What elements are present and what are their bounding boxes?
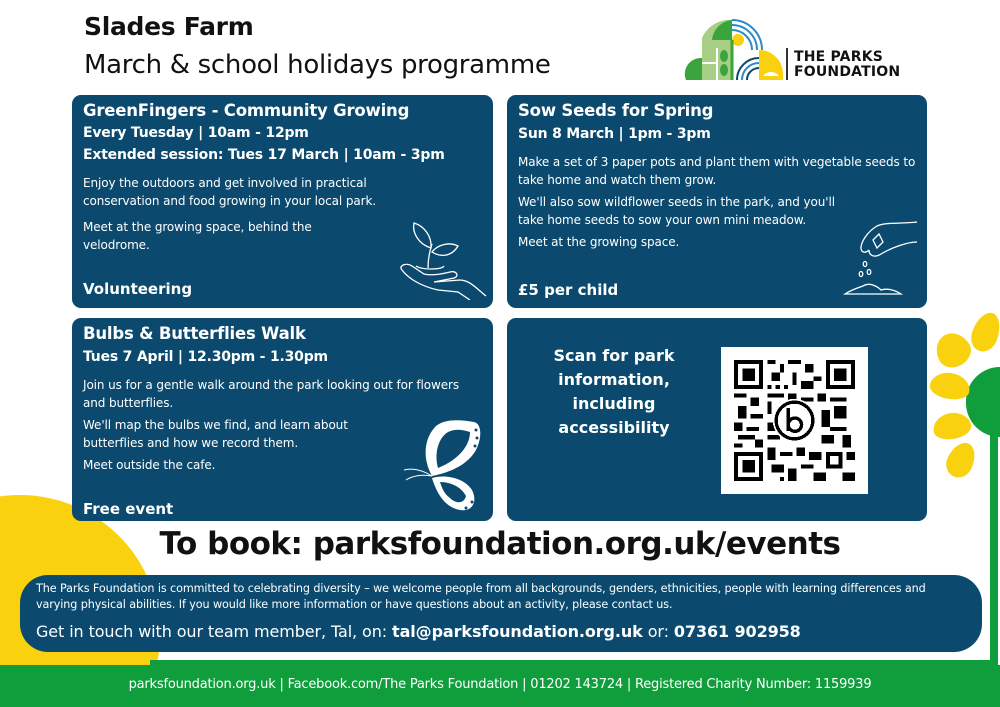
event-description: Join us for a gentle walk around the park looking out for flowers and butterflies. [83, 378, 459, 410]
event-description: Enjoy the outdoors and get involved in practical conservation and food growing in your local park. [83, 176, 377, 208]
page-subtitle: March & school holidays programme [84, 50, 551, 80]
contact-email[interactable]: tal@parksfoundation.org.uk [392, 622, 643, 641]
yellow-petal-decoration [931, 410, 973, 442]
contact-prefix: Get in touch with our team member, Tal, on: [36, 622, 393, 641]
contact-phone[interactable]: 07361 902958 [673, 622, 801, 641]
qr-code[interactable] [721, 347, 868, 494]
scan-instructions: Scan for park information, including accessibility [553, 346, 675, 437]
booking-url[interactable]: To book: parksfoundation.org.uk/events [159, 526, 841, 562]
event-title: Bulbs & Butterflies Walk [83, 324, 306, 343]
event-location: Meet at the growing space. [518, 235, 680, 249]
event-description: Make a set of 3 paper pots and plant them with vegetable seeds to take home and watch them grow. [518, 155, 916, 187]
event-schedule: Sun 8 March | 1pm - 3pm [518, 126, 711, 142]
event-card-bulbs-butterflies [72, 318, 493, 521]
qr-code-icon [734, 360, 855, 481]
yellow-petal-decoration [967, 309, 1000, 355]
diversity-statement: The Parks Foundation is committed to celebrating diversity – we welcome people from all backgrounds, genders, ethnicities, people with learning differences and varying physical abilities. If you would like more information or have questions about an activity, please contact us. [36, 582, 926, 611]
event-card-greenfingers [72, 95, 493, 308]
scan-card [507, 318, 927, 521]
contact-panel [20, 575, 982, 652]
event-location: Meet at the growing space, behind the velodrome. [83, 220, 312, 252]
yellow-petal-decoration [930, 327, 976, 373]
event-schedule: Tues 7 April | 12.30pm - 1.30pm [83, 349, 328, 365]
event-price: Volunteering [83, 280, 193, 298]
logo-text-line1: THE PARKS [794, 49, 884, 65]
hand-sowing-seeds-icon [841, 220, 921, 305]
event-price: Free event [83, 500, 174, 518]
butterfly-icon [402, 418, 484, 513]
yellow-petal-decoration [942, 438, 981, 482]
contact-line [36, 622, 966, 642]
event-schedule: Every Tuesday | 10am - 12pm [83, 125, 309, 141]
event-price: £5 per child [518, 281, 619, 299]
event-extended-session: Extended session: Tues 17 March | 10am - 3pm [83, 147, 445, 163]
contact-or: or: [642, 622, 674, 641]
page-title: Slades Farm [84, 12, 254, 41]
event-card-sow-seeds [507, 95, 927, 308]
event-description-2: We'll also sow wildflower seeds in the park, and you'll take home seeds to sow your own mini meadow. [518, 195, 835, 227]
event-description-2: We'll map the bulbs we find, and learn about butterflies and how we record them. [83, 418, 348, 450]
logo-divider [786, 48, 788, 80]
logo-emblem-icon [682, 18, 792, 82]
event-title: GreenFingers - Community Growing [83, 101, 410, 120]
logo-text-line2: FOUNDATION [794, 64, 901, 80]
event-location: Meet outside the cafe. [83, 458, 216, 472]
hand-with-seedling-icon [398, 220, 488, 300]
footer-bar: parksfoundation.org.uk | Facebook.com/The Parks Foundation | 01202 143724 | Registered Charity Number: 1159939 [0, 665, 1000, 707]
logo-wordmark [794, 50, 900, 80]
event-title: Sow Seeds for Spring [518, 101, 714, 120]
